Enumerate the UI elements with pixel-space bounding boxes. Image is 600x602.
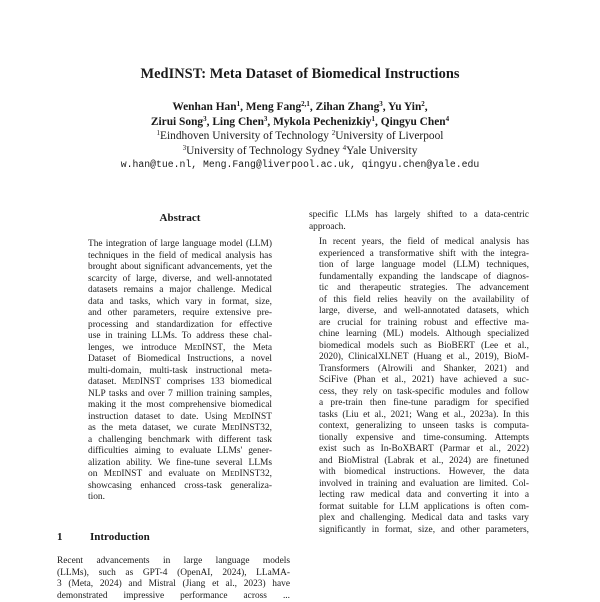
text-line: scarcity of large, diverse, and well-annotated: [88, 274, 272, 286]
affiliation: University of Liverpool: [335, 130, 443, 142]
affiliation-marker: 3: [379, 100, 383, 108]
affiliation: University of Technology Sydney: [186, 145, 343, 157]
abstract-heading: Abstract: [88, 212, 272, 224]
dataset-name: MedINST: [104, 469, 143, 479]
text-line: multi-domain, multi-task instructional meta-: [88, 366, 272, 378]
text-line: NLP tasks and over 7 million training samples,: [88, 389, 272, 401]
dataset-name: MedINST: [185, 343, 224, 353]
affiliation-marker: 1: [372, 115, 376, 123]
text-line: specific LLMs has largely shifted to a data-centric: [309, 210, 529, 222]
text-line: Dataset of Biomedical Instructions, a novel: [88, 354, 272, 366]
affiliation-marker: 3: [264, 115, 268, 123]
author-name: Mykola Pechenizkiy: [273, 116, 371, 128]
author-name: Ling Chen: [212, 116, 264, 128]
affiliation: Yale University: [346, 145, 417, 157]
text-line: and BioMistral (Labrak et al., 2024) are finetuned: [309, 456, 529, 468]
text-line: tasks (Liu et al., 2021; Wang et al., 2023a). In this: [309, 410, 529, 422]
author-names-line-2: Zirui Song$^3$, Ling Chen$^3$, Mykola Pechenizkiy$^1$, Qingyu Chen$^4$: [0, 115, 600, 130]
text-line: (LLMs), such as GPT-4 (OpenAI, 2024), LLaMA-: [57, 568, 290, 580]
text-line: cess, they rely on task-specific modules and follow: [309, 387, 529, 399]
text-line: brought about significant advancements, yet the: [88, 262, 272, 274]
affiliation-marker: 2,1: [301, 100, 310, 108]
text-line: use in training LLMs. To address these chal-: [88, 331, 272, 343]
affiliation-marker: 4: [446, 115, 450, 123]
paper-title: MedINST: Meta Dataset of Biomedical Instructions: [0, 66, 600, 83]
text-line: making it the most comprehensive biomedical: [88, 400, 272, 412]
author-name: Yu Yin: [388, 101, 421, 113]
text-line: fundamentally expanding the landscape of diagnos-: [309, 272, 529, 284]
text-line: a challenging benchmark with different task: [88, 435, 272, 447]
text-line: of this field relies heavily on the availability of: [309, 295, 529, 307]
text-line: instruction dataset to date. Using MedINST: [88, 412, 272, 424]
author-name: Qingyu Chen: [381, 116, 446, 128]
text-line: context, generalizing to unseen tasks is computa-: [309, 421, 529, 433]
text-line: datasets remains a major challenge. Medical: [88, 285, 272, 297]
text-line: demonstrated impressive performance across ...: [57, 591, 290, 602]
text-line: lecting raw medical data and converting it into a: [309, 490, 529, 502]
text-line: involved in training and evaluation are limited. Col-: [309, 479, 529, 491]
dataset-name: MedINST: [222, 423, 261, 433]
text-line: on MedINST and evaluate on MedINST32,: [88, 469, 272, 481]
text-line: tionally expensive and time-consuming. Attempts: [309, 433, 529, 445]
affiliation-marker: 4: [343, 144, 347, 152]
author-name: Meng Fang: [246, 101, 301, 113]
affiliations-line-2: [0, 144, 600, 159]
introduction-body: [57, 556, 290, 602]
text-line: The integration of large language model (LLM): [88, 239, 272, 251]
text-line: In recent years, the field of medical analysis has: [309, 237, 529, 249]
text-line: plex and challenging. Medical data and tasks vary: [309, 513, 529, 525]
affiliation-marker: 1: [157, 129, 161, 137]
text-line: tic and therapeutic strategies. The advancement: [309, 283, 529, 295]
text-line: format suitable for LLM applications is often com-: [309, 502, 529, 514]
author-names-line-1: Wenhan Han$^1$, Meng Fang$^{2,1}$, Zihan Zhang$^3$, Yu Yin$^2$,: [0, 100, 600, 115]
right-column: [309, 210, 529, 536]
affiliation-marker: 3: [183, 144, 187, 152]
text-line: exist such as In-BoXBART (Parmar et al., 2022): [309, 444, 529, 456]
text-line: significantly in format, size, and other parameters,: [309, 525, 529, 537]
author-block: [0, 100, 600, 173]
text-line: tion of large language model (LLM) techniques,: [309, 260, 529, 272]
affiliations-line-1: [0, 129, 600, 144]
affiliation: Eindhoven University of Technology: [160, 130, 332, 142]
text-line: dataset. MedINST comprises 133 biomedical: [88, 377, 272, 389]
text-line: chine learning (ML) models. Although specialized: [309, 329, 529, 341]
text-line: experienced a transformative shift with the integra-: [309, 249, 529, 261]
dataset-name: MedINST: [234, 412, 273, 422]
affiliation-marker: 3: [203, 115, 207, 123]
author-name: Wenhan Han: [172, 101, 236, 113]
text-line: data and tasks, which vary in format, size,: [88, 297, 272, 309]
text-line: large, diverse, and well-annotated datasets, which: [309, 306, 529, 318]
text-line: biomedical models such as BioBERT (Lee et al.,: [309, 341, 529, 353]
text-line: processing and standardization for effective: [88, 320, 272, 332]
text-line: Recent advancements in large language models: [57, 556, 290, 568]
dataset-name: MedINST: [222, 469, 261, 479]
section-number: 1: [57, 531, 90, 543]
text-line: a pre-train then fine-tune paradigm for specified: [309, 398, 529, 410]
text-line: difficulties aiming to evaluate LLMs' gener-: [88, 446, 272, 458]
text-line: 2020), ClinicalXLNET (Huang et al., 2019), BioM-: [309, 352, 529, 364]
text-line: are crucial for training robust and effective ma-: [309, 318, 529, 330]
text-line: alization ability. We fine-tune several LLMs: [88, 458, 272, 470]
text-line: as the meta dataset, we curate MedINST32,: [88, 423, 272, 435]
text-line: and other parameters, require extensive pre-: [88, 308, 272, 320]
text-line: approach.: [309, 222, 529, 234]
affiliation-marker: 1: [237, 100, 241, 108]
text-line: tion.: [88, 492, 272, 504]
text-line: showcasing enhanced cross-task generaliza-: [88, 481, 272, 493]
author-name: Zirui Song: [151, 116, 203, 128]
section-heading-introduction: [57, 531, 150, 543]
affiliation-marker: 2: [421, 100, 425, 108]
text-line: with biomedical instructions. However, the data: [309, 467, 529, 479]
author-name: Zihan Zhang: [316, 101, 380, 113]
affiliation-marker: 2: [332, 129, 336, 137]
text-line: 3 (Meta, 2024) and Mistral (Jiang et al., 2023) have: [57, 579, 290, 591]
text-line: lenges, we introduce MedINST, the Meta: [88, 343, 272, 355]
paragraph-continuation: [309, 210, 529, 233]
text-line: techniques in the field of medical analysis has: [88, 251, 272, 263]
section-title: Introduction: [90, 531, 150, 543]
text-line: Transformers (Alrowili and Shanker, 2021) and: [309, 364, 529, 376]
dataset-name: MedINST: [122, 377, 161, 387]
abstract-body: [88, 239, 272, 504]
text-line: SciFive (Phan et al., 2021) have achieved a suc-: [309, 375, 529, 387]
author-emails[interactable]: w.han@tue.nl, Meng.Fang@liverpool.ac.uk, qingyu.chen@yale.edu: [0, 158, 600, 173]
paragraph: [309, 237, 529, 536]
